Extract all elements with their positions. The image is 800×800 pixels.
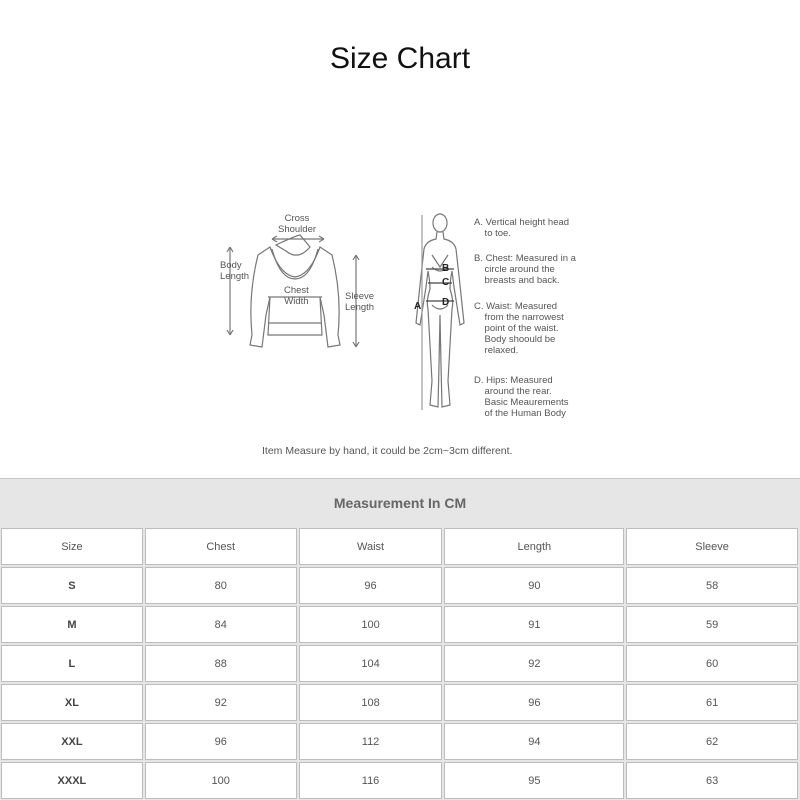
sleeve-cell: 62 [626,723,798,760]
chest-cell: 80 [145,567,297,604]
table-caption: Measurement In CM [0,478,800,526]
sleeve-length-label: Sleeve Length [345,291,375,313]
sleeve-cell: 63 [626,762,798,799]
note-c: C. Waist: Measured from the narrowest point of the waist. Body shoould be relaxed. [474,301,564,356]
size-cell: M [1,606,143,643]
table-row [0,683,800,722]
note-d: D. Hips: Measured around the rear. Basic Meaurements of the Human Body [474,375,569,419]
size-cell: S [1,567,143,604]
chest-cell: 100 [145,762,297,799]
measure-note: Item Measure by hand, it could be 2cm~3cm different. [262,445,513,457]
cross-shoulder-label: Cross Shoulder [278,213,317,235]
length-cell: 90 [444,567,624,604]
sleeve-cell: 58 [626,567,798,604]
chest-cell: 92 [145,684,297,721]
length-cell: 94 [444,723,624,760]
note-b: B. Chest: Measured in a circle around the breasts and back. [474,253,576,286]
chest-cell: 88 [145,645,297,682]
size-cell: XL [1,684,143,721]
waist-cell: 96 [299,567,443,604]
letter-b: B [442,263,450,274]
note-a: A. Vertical height head to toe. [474,217,570,239]
table-row [0,761,800,800]
table-row [0,605,800,644]
measurement-diagram [200,205,610,465]
header-size: Size [1,528,143,565]
table-row [0,644,800,683]
letter-a: A [414,301,422,312]
size-cell: XXL [1,723,143,760]
letter-c: C [442,277,450,288]
sleeve-cell: 59 [626,606,798,643]
length-cell: 91 [444,606,624,643]
waist-cell: 112 [299,723,443,760]
sleeve-cell: 60 [626,645,798,682]
figure-head [433,214,447,232]
table-row [0,566,800,605]
sweater-outline [276,235,310,255]
waist-cell: 108 [299,684,443,721]
chest-width-label: Chest Width [284,285,309,307]
header-length: Length [444,528,624,565]
figure-body [416,232,464,407]
sleeve-cell: 61 [626,684,798,721]
page-title: Size Chart [329,42,471,75]
size-table [0,478,800,800]
waist-cell: 100 [299,606,443,643]
letter-d: D [442,297,450,308]
length-cell: 96 [444,684,624,721]
chest-cell: 84 [145,606,297,643]
length-cell: 92 [444,645,624,682]
size-table-grid [0,527,800,800]
header-chest: Chest [145,528,297,565]
waist-cell: 104 [299,645,443,682]
length-cell: 95 [444,762,624,799]
header-sleeve: Sleeve [626,528,798,565]
chest-cell: 96 [145,723,297,760]
table-row [0,722,800,761]
size-cell: XXXL [1,762,143,799]
size-cell: L [1,645,143,682]
header-waist: Waist [299,528,443,565]
waist-cell: 116 [299,762,443,799]
body-length-label: Body Length [220,260,250,282]
table-header-row [0,527,800,566]
